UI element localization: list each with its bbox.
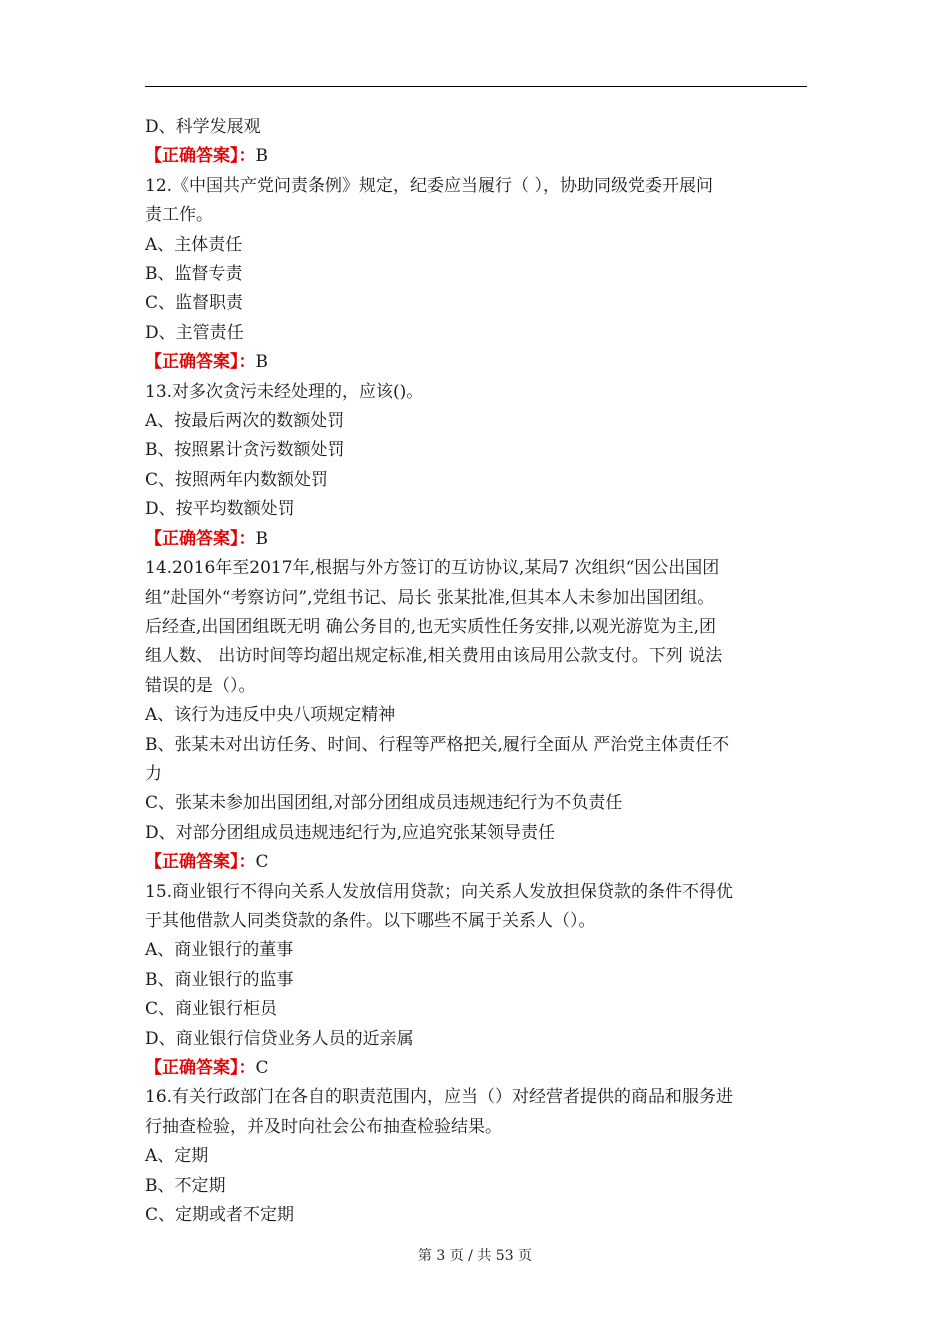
question-text-line: 16.有关行政部门在各自的职责范围内，应当（）对经营者提供的商品和服务进: [145, 1087, 734, 1108]
answer-option: B、不定期: [145, 1175, 226, 1196]
answer-option: B、商业银行的监事: [145, 969, 294, 990]
answer-option: D、对部分团组成员违规违纪行为,应追究张某领导责任: [145, 822, 556, 843]
question-text-line: 14.2016年至2017年,根据与外方签订的互访协议,某局7 次组织“因公出国团: [145, 558, 720, 579]
answer-option: A、定期: [145, 1146, 209, 1167]
answer-option: D、按平均数额处罚: [145, 499, 295, 520]
correct-answer-value: C: [255, 1058, 269, 1078]
correct-answer: [145, 142, 810, 171]
answer-option: C、定期或者不定期: [145, 1205, 295, 1226]
question-text-line: 错误的是（）。: [145, 675, 256, 696]
correct-answer-label: 【正确答案】：: [145, 352, 256, 373]
correct-answer: [145, 1054, 810, 1083]
question-text-line: 行抽查检验，并及时向社会公布抽查检验结果。: [145, 1116, 502, 1137]
header-rule: [145, 86, 807, 87]
question-text-line: 12.《中国共产党问责条例》规定，纪委应当履行（ ），协助同级党委开展问: [145, 175, 713, 196]
correct-answer-label: 【正确答案】：: [145, 146, 256, 167]
answer-option: C、商业银行柜员: [145, 999, 278, 1020]
question-text-line: 后经查,出国团组既无明 确公务目的,也无实质性任务安排,以观光游览为主,团: [145, 616, 717, 637]
answer-option: B、张某未对出访任务、时间、行程等严格把关,履行全面从 严治党主体责任不: [145, 734, 730, 755]
answer-option: A、按最后两次的数额处罚: [145, 411, 345, 432]
correct-answer-value: B: [255, 528, 268, 549]
question-text-line: 组人数、 出访时间等均超出规定标准,相关费用由该局用公款支付。下列 说法: [145, 646, 723, 667]
answer-option: D、商业银行信贷业务人员的近亲属: [145, 1028, 414, 1049]
correct-answer: [145, 348, 810, 377]
question-text-line: 责工作。: [145, 205, 213, 226]
answer-option: C、监督职责: [145, 293, 244, 314]
correct-answer-label: 【正确答案】：: [145, 528, 256, 549]
answer-option: C、按照两年内数额处罚: [145, 469, 329, 490]
correct-answer-value: C: [255, 852, 269, 873]
correct-answer-label: 【正确答案】：: [145, 852, 256, 873]
question-text-line: 组”赴国外“考察访问”,党组书记、局长 张某批准,但其本人未参加出国团组。: [145, 587, 715, 608]
question-text-line: 15.商业银行不得向关系人发放信用贷款；向关系人发放担保贷款的条件不得优: [145, 881, 734, 902]
answer-option: 力: [145, 763, 162, 784]
correct-answer: [145, 525, 810, 554]
question-text-line: 13.对多次贪污未经处理的，应该()。: [145, 381, 424, 402]
document-body: [145, 113, 810, 1230]
answer-option: A、该行为违反中央八项规定精神: [145, 705, 396, 726]
answer-option: D、主管责任: [145, 322, 244, 343]
answer-option: B、监督专责: [145, 264, 243, 285]
question-text-line: 于其他借款人同类贷款的条件。以下哪些不属于关系人（）。: [145, 910, 596, 931]
page-footer: 第 3 页 / 共 53 页: [417, 1248, 533, 1264]
answer-option: D、科学发展观: [145, 117, 261, 137]
answer-option: B、按照累计贪污数额处罚: [145, 440, 345, 461]
answer-option: C、张某未参加出国团组,对部分团组成员违规违纪行为不负责任: [145, 793, 623, 814]
correct-answer-value: B: [255, 146, 268, 167]
correct-answer-label: 【正确答案】：: [145, 1058, 256, 1078]
answer-option: A、主体责任: [145, 234, 243, 255]
answer-option: A、商业银行的董事: [145, 940, 294, 961]
correct-answer: [145, 848, 810, 877]
correct-answer-value: B: [255, 352, 268, 373]
